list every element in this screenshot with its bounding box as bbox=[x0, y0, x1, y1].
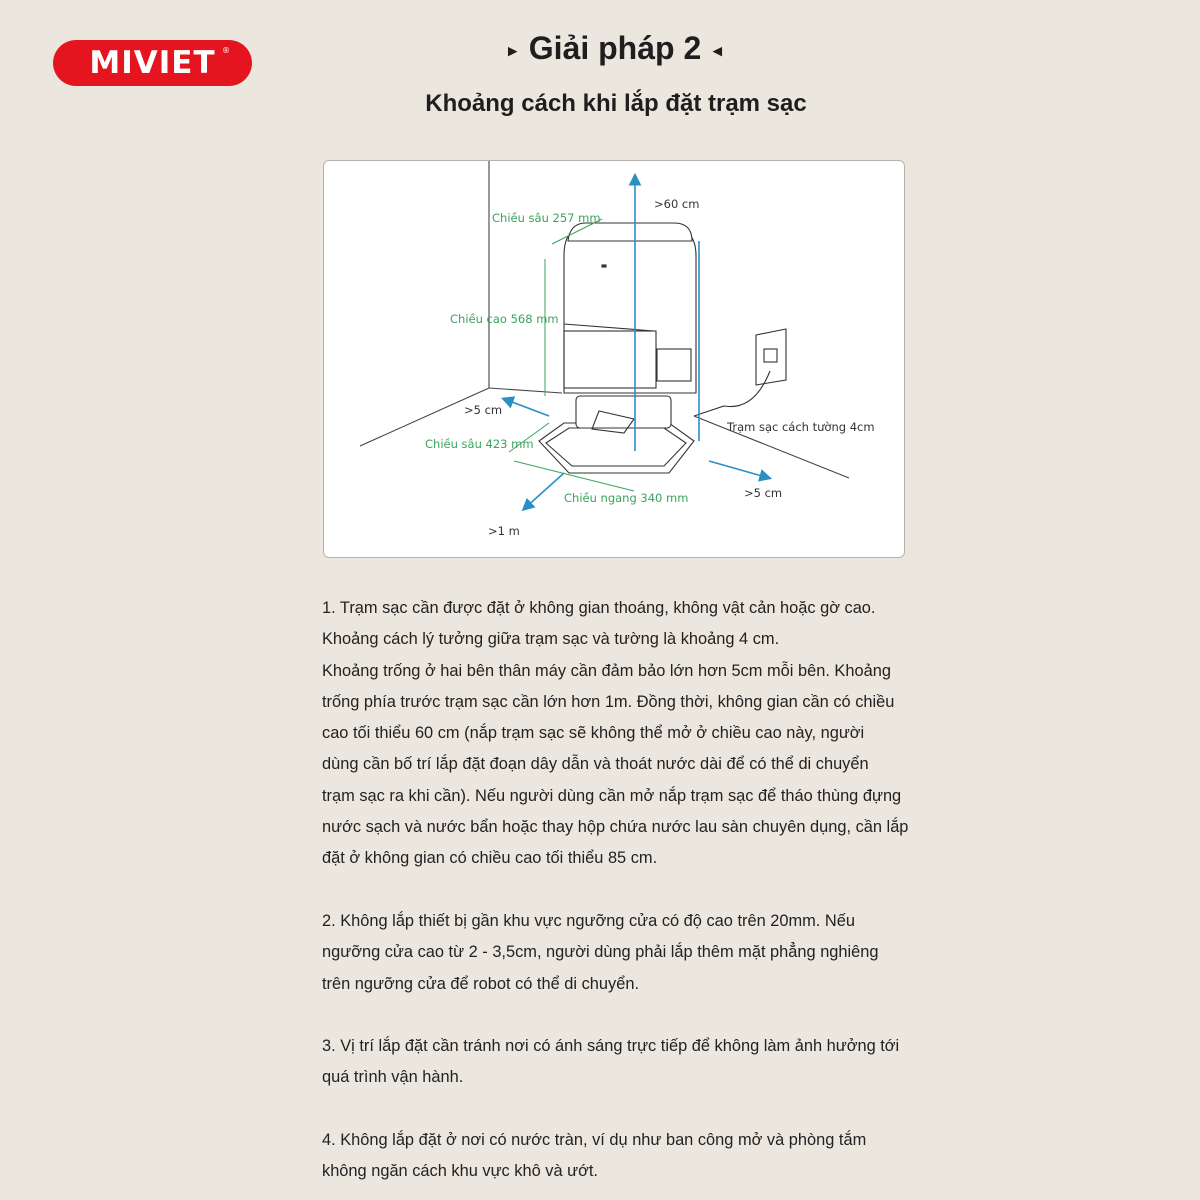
text-line: Khoảng cách lý tưởng giữa trạm sạc và tường là khoảng 4 cm. bbox=[322, 630, 780, 649]
text-line: 4. Không lắp đặt ở nơi có nước tràn, ví dụ như ban công mở và phòng tắm bbox=[322, 1131, 867, 1150]
text-line: trống phía trước trạm sạc cần lớn hơn 1m. Đồng thời, không gian cần có chiều bbox=[322, 692, 895, 711]
page-subtitle: Khoảng cách khi lắp đặt trạm sạc bbox=[425, 90, 807, 117]
side-left-clearance-label: >5 cm bbox=[464, 403, 503, 417]
text-line: Khoảng trống ở hai bên thân máy cần đảm bảo lớn hơn 5cm mỗi bên. Khoảng bbox=[322, 661, 891, 680]
paragraph-4 bbox=[322, 1125, 922, 1188]
paragraph-2 bbox=[322, 906, 922, 1000]
text-line: đặt ở không gian có chiều cao tối thiểu 85 cm. bbox=[322, 849, 658, 868]
depth-base-label: Chiều sâu 423 mm bbox=[425, 437, 534, 451]
instructions bbox=[322, 593, 922, 1188]
text-line: không ngăn cách khu vực khô và ướt. bbox=[322, 1162, 598, 1181]
title-left-marker-icon: ▸ bbox=[508, 40, 517, 60]
side-right-clearance-label: >5 cm bbox=[744, 486, 783, 500]
station-base bbox=[539, 396, 694, 473]
wall-distance-label: Trạm sạc cách tường 4cm bbox=[727, 420, 875, 434]
paragraph-3 bbox=[322, 1031, 922, 1094]
text-line: trên ngưỡng cửa để robot có thể di chuyển. bbox=[322, 974, 639, 993]
text-line: cao tối thiểu 60 cm (nắp trạm sạc sẽ không thể mở ở chiều cao này, người bbox=[322, 724, 865, 743]
height-clearance-label: >60 cm bbox=[654, 197, 700, 211]
title-text: Giải pháp 2 bbox=[528, 30, 702, 66]
text-line: 1. Trạm sạc cần được đặt ở không gian thoáng, không vật cản hoặc gờ cao. bbox=[322, 599, 876, 617]
logo-registered-mark: ® bbox=[222, 46, 230, 55]
wall-socket bbox=[694, 329, 786, 416]
logo-text: MIVIET bbox=[89, 45, 216, 81]
page-title bbox=[0, 30, 1200, 67]
width-label: Chiều ngang 340 mm bbox=[564, 491, 689, 505]
text-line: ngưỡng cửa cao từ 2 - 3,5cm, người dùng phải lắp thêm mặt phẳng nghiêng bbox=[322, 943, 879, 962]
installation-diagram bbox=[323, 160, 905, 558]
text-line: trạm sạc ra khi cần). Nếu người dùng cần mở nắp trạm sạc để tháo thùng đựng bbox=[322, 786, 902, 805]
front-clearance-label: >1 m bbox=[488, 524, 520, 538]
text-line: quá trình vận hành. bbox=[322, 1068, 464, 1087]
depth-top-label: Chiều sâu 257 mm bbox=[492, 211, 601, 225]
paragraph-1 bbox=[322, 593, 922, 875]
text-line: nước sạch và nước bẩn hoặc thay hộp chứa nước lau sàn chuyên dụng, cần lắp bbox=[322, 818, 909, 837]
text-line: dùng cần bố trí lắp đặt đoạn dây dẫn và thoát nước dài để có thể di chuyển bbox=[322, 755, 869, 774]
text-line: 2. Không lắp thiết bị gần khu vực ngưỡng cửa có độ cao trên 20mm. Nếu bbox=[322, 911, 855, 930]
station-tower bbox=[564, 223, 696, 393]
title-right-marker-icon: ◂ bbox=[713, 40, 722, 60]
text-line: 3. Vị trí lắp đặt cần tránh nơi có ánh sáng trực tiếp để không làm ảnh hưởng tới bbox=[322, 1037, 900, 1056]
height-label: Chiều cao 568 mm bbox=[450, 312, 559, 326]
